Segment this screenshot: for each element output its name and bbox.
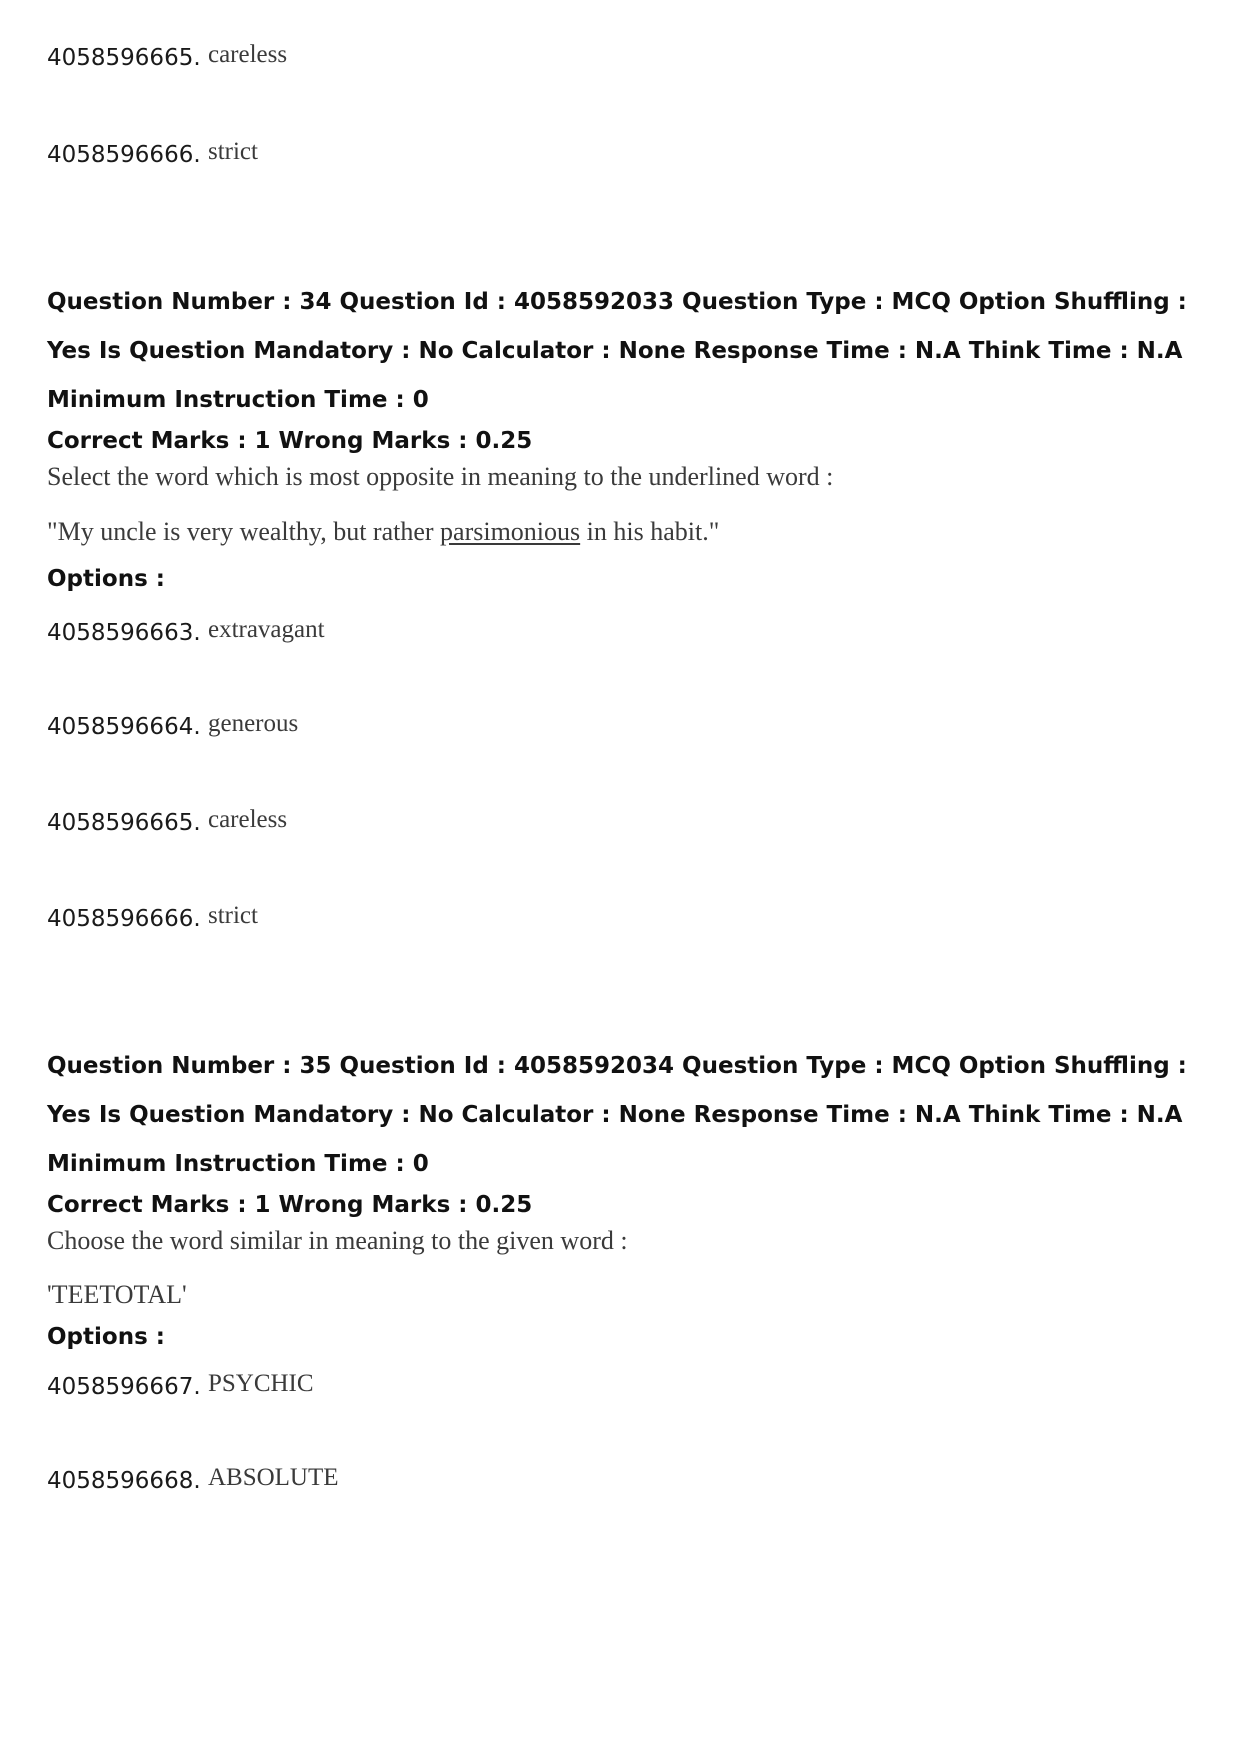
- option-text: careless: [207, 41, 288, 68]
- option-item: [47, 1370, 314, 1401]
- option-number: 4058596665.: [47, 45, 201, 71]
- question-35-word: 'TEETOTAL': [47, 1280, 187, 1309]
- question-34-sentence: [47, 517, 719, 547]
- question-34-marks: Correct Marks : 1 Wrong Marks : 0.25: [47, 428, 533, 454]
- option-number: 4058596667.: [47, 1374, 201, 1400]
- option-text: extravagant: [207, 616, 325, 643]
- question-35-meta: Question Number : 35 Question Id : 4058592034 Question Type : MCQ Option Shuffling : Yes Is Question Mandatory : No Calculator : None Response Time : N.A Think Time : N.A Minimum Instruction Time : 0: [47, 1053, 1187, 1177]
- underlined-word: parsimonious: [440, 517, 581, 546]
- option-item: [47, 138, 258, 169]
- option-text: strict: [207, 138, 258, 165]
- question-34-options-label: Options :: [47, 566, 165, 592]
- option-item: [47, 41, 288, 72]
- option-text: careless: [207, 806, 288, 833]
- option-number: 4058596666.: [47, 142, 201, 168]
- option-number: 4058596668.: [47, 1468, 201, 1494]
- option-item: [47, 616, 325, 647]
- sentence-after: in his habit.": [580, 517, 720, 546]
- question-35-instruction: Choose the word similar in meaning to the given word :: [47, 1226, 628, 1255]
- question-34-instruction: Select the word which is most opposite in meaning to the underlined word :: [47, 462, 834, 491]
- option-number: 4058596665.: [47, 810, 201, 836]
- option-text: PSYCHIC: [207, 1370, 314, 1397]
- question-35-options-label: Options :: [47, 1324, 165, 1350]
- option-number: 4058596666.: [47, 906, 201, 932]
- option-text: generous: [207, 710, 299, 737]
- option-item: [47, 806, 288, 837]
- sentence-before: "My uncle is very wealthy, but rather: [47, 517, 441, 546]
- option-item: [47, 1464, 339, 1495]
- question-34-meta: Question Number : 34 Question Id : 4058592033 Question Type : MCQ Option Shuffling : Yes Is Question Mandatory : No Calculator : None Response Time : N.A Think Time : N.A Minimum Instruction Time : 0: [47, 289, 1187, 413]
- option-item: [47, 710, 299, 741]
- question-35-marks: Correct Marks : 1 Wrong Marks : 0.25: [47, 1192, 533, 1218]
- option-item: [47, 902, 258, 933]
- option-number: 4058596664.: [47, 714, 201, 740]
- option-text: ABSOLUTE: [207, 1464, 339, 1491]
- option-number: 4058596663.: [47, 620, 201, 646]
- option-text: strict: [207, 902, 258, 929]
